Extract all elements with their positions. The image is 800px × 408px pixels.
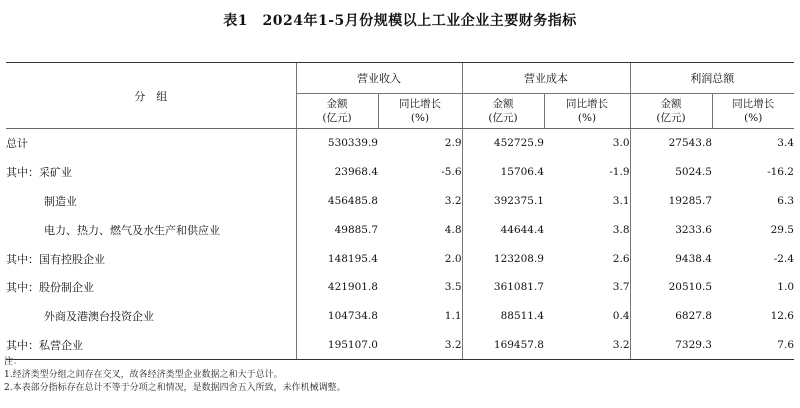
cost-growth: 0.4 (612, 310, 630, 323)
notes-heading: 注： (4, 357, 23, 367)
profit-growth: 6.3 (777, 194, 794, 207)
growth-unit: (%) (410, 112, 430, 124)
row-label: 其中：股份制企业 (6, 281, 94, 295)
revenue-amount: 148195.4 (296, 244, 378, 273)
cost-growth: 3.0 (612, 137, 630, 150)
cost-amount: 452725.9 (462, 129, 544, 158)
header-profit-growth (712, 94, 794, 129)
header-cost-amount (462, 94, 544, 129)
header-profit: 利润总额 (630, 63, 794, 94)
profit-growth: -16.2 (767, 166, 794, 179)
cost-growth: 3.7 (612, 281, 630, 294)
cost-amount: 88511.4 (462, 302, 544, 331)
revenue-growth: 4.8 (444, 223, 462, 236)
table-row (6, 215, 794, 244)
revenue-amount: 421901.8 (296, 273, 378, 302)
profit-growth: -2.4 (773, 252, 794, 265)
note-line-2: 2.本表部分指标存在总计不等于分项之和情况，是数据四舍五入所致，未作机械调整。 (4, 383, 346, 393)
growth-label: 同比增长 (566, 98, 608, 110)
table-row (6, 158, 794, 187)
growth-label: 同比增长 (399, 98, 441, 110)
revenue-growth: 3.5 (444, 281, 462, 294)
profit-amount: 20510.5 (630, 273, 712, 302)
table-row (6, 273, 794, 302)
cost-amount: 361081.7 (462, 273, 544, 302)
revenue-growth: 2.9 (444, 137, 462, 150)
table-row (6, 244, 794, 273)
header-cost-growth (544, 94, 630, 129)
row-label: 其中：私营企业 (6, 331, 296, 360)
amount-unit: (亿元) (322, 112, 352, 124)
profit-growth: 7.6 (712, 331, 794, 360)
amount-label: 金额 (326, 98, 348, 110)
financial-indicators-table (6, 62, 794, 360)
note-line-1: 1.经济类型分组之间存在交叉，故各经济类型企业数据之和大于总计。 (4, 370, 283, 380)
cost-growth: 3.8 (612, 223, 630, 236)
revenue-amount: 195107.0 (296, 331, 378, 360)
row-label: 其中：采矿业 (6, 166, 72, 180)
header-revenue-amount (296, 94, 378, 129)
cost-amount: 44644.4 (462, 215, 544, 244)
revenue-growth: 2.0 (444, 252, 462, 265)
amount-label: 金额 (492, 98, 514, 110)
profit-amount: 19285.7 (630, 187, 712, 216)
revenue-amount: 23968.4 (296, 158, 378, 187)
cost-growth: 3.2 (544, 331, 630, 360)
revenue-growth: 1.1 (444, 310, 462, 323)
amount-unit: (亿元) (656, 112, 686, 124)
revenue-growth: -5.6 (441, 166, 462, 179)
profit-growth: 1.0 (777, 281, 794, 294)
growth-unit: (%) (577, 112, 597, 124)
profit-amount: 6827.8 (630, 302, 712, 331)
cost-amount: 15706.4 (462, 158, 544, 187)
amount-unit: (亿元) (488, 112, 518, 124)
revenue-amount: 530339.9 (296, 129, 378, 158)
profit-amount: 3233.6 (630, 215, 712, 244)
revenue-amount: 456485.8 (296, 187, 378, 216)
profit-amount: 5024.5 (630, 158, 712, 187)
cost-amount: 169457.8 (462, 331, 544, 360)
row-label: 外商及港澳台投资企业 (44, 310, 154, 324)
cost-growth: -1.9 (609, 166, 630, 179)
cost-amount: 123208.9 (462, 244, 544, 273)
growth-label: 同比增长 (732, 98, 775, 110)
table-notes (4, 356, 794, 395)
table-title: 表1 2024年1-5月份规模以上工业企业主要财务指标 (223, 13, 577, 29)
header-profit-amount (630, 94, 712, 129)
row-label: 其中：国有控股企业 (6, 252, 105, 266)
header-revenue-growth (378, 94, 462, 129)
row-label: 总计 (6, 137, 28, 151)
revenue-growth: 3.2 (378, 331, 462, 360)
revenue-amount: 49885.7 (296, 215, 378, 244)
growth-unit: (%) (744, 112, 763, 124)
amount-label: 金额 (660, 98, 682, 110)
table-row (6, 187, 794, 216)
table-row (6, 129, 794, 158)
cost-growth: 2.6 (612, 252, 630, 265)
revenue-growth: 3.2 (444, 194, 462, 207)
row-label: 电力、热力、燃气及水生产和供应业 (44, 223, 220, 237)
profit-amount: 27543.8 (630, 129, 712, 158)
header-cost: 营业成本 (462, 63, 630, 94)
profit-growth: 12.6 (770, 310, 794, 323)
cost-amount: 392375.1 (462, 187, 544, 216)
header-revenue: 营业收入 (296, 63, 462, 94)
table-row (6, 302, 794, 331)
cost-growth: 3.1 (612, 194, 630, 207)
revenue-amount: 104734.8 (296, 302, 378, 331)
profit-growth: 3.4 (777, 137, 794, 150)
profit-amount: 7329.3 (630, 331, 712, 360)
profit-amount: 9438.4 (630, 244, 712, 273)
row-label: 制造业 (44, 194, 77, 208)
profit-growth: 29.5 (770, 223, 794, 236)
header-group: 分 组 (6, 63, 296, 129)
